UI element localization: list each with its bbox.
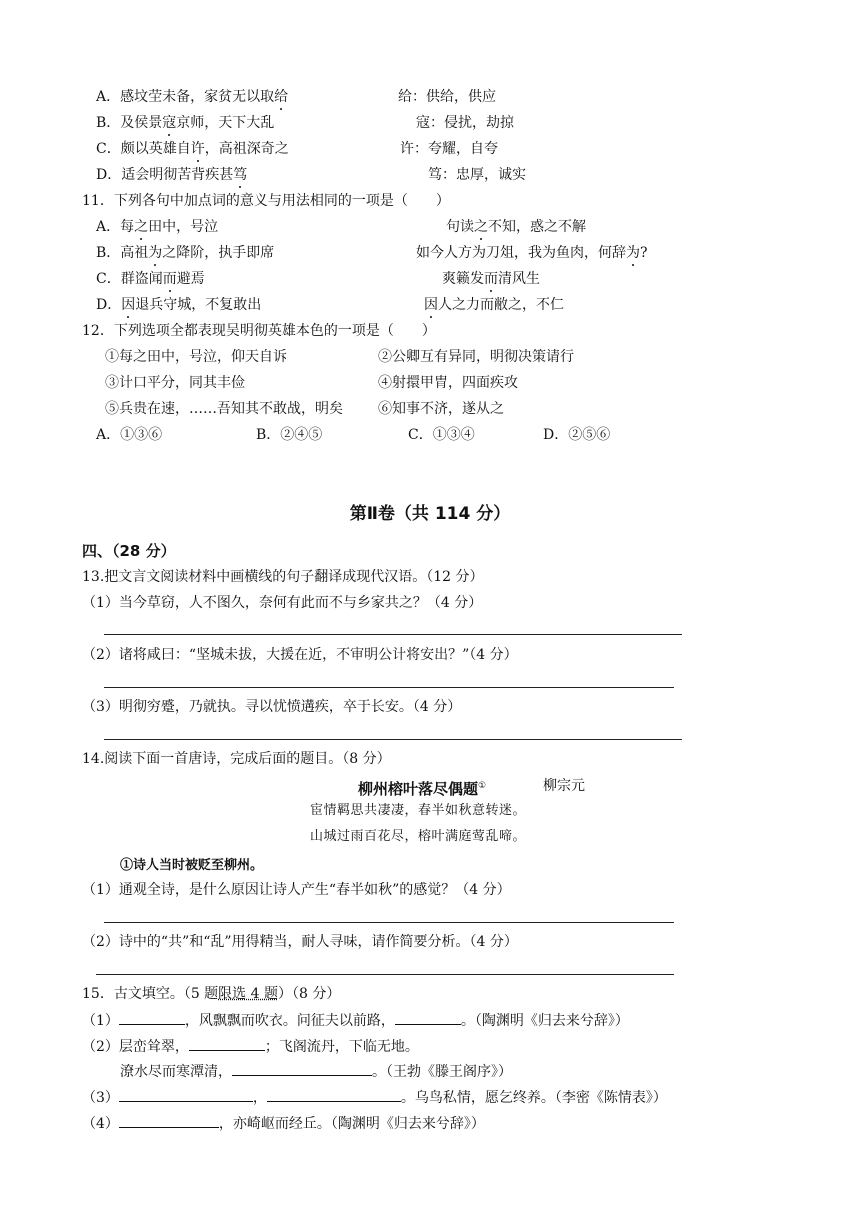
q10-option-a: A．感坟茔未备，家贫无以取给 bbox=[96, 89, 289, 105]
q15-line-2: （2）层峦耸翠， ；飞阁流丹，下临无地。 bbox=[82, 1036, 419, 1057]
emphasis-dot-char: 因 bbox=[424, 297, 438, 313]
fill-blank[interactable] bbox=[267, 1087, 401, 1102]
emphasis-dot-char: 而 bbox=[162, 271, 177, 287]
emphasis-phrase: 限选 4 题 bbox=[218, 986, 278, 1002]
q12-item: ④射擐甲胄，四面疾攻 bbox=[378, 375, 518, 391]
q14-sub-1: （1）通观全诗，是什么原因让诗人产生“春半如秋”的感觉？（4 分） bbox=[82, 882, 511, 898]
q15-line-4: （4） ，亦崎岖而经丘。（陶渊明《归去来兮辞》） bbox=[82, 1113, 485, 1134]
fill-blank[interactable] bbox=[232, 1061, 372, 1076]
q14-stem: 14.阅读下面一首唐诗，完成后面的题目。（8 分） bbox=[82, 751, 391, 767]
emphasis-dot-char: 因 bbox=[121, 297, 136, 313]
poem-line: 山城过雨百花尽，榕叶满庭莺乱啼。 bbox=[310, 829, 527, 844]
fill-blank[interactable] bbox=[189, 1036, 265, 1051]
q15-line-1: （1） ，风飘飘而吹衣。问征夫以前路， 。（陶渊明《归去来兮辞》） bbox=[82, 1010, 629, 1031]
q10-option-c: C．颇以英雄自许，高祖深奇之 bbox=[96, 141, 289, 157]
emphasis-dot-char: 许 bbox=[190, 141, 205, 157]
q15-line-3: （3） ， 。乌鸟私情，愿乞终养。（李密《陈情表》） bbox=[82, 1087, 667, 1108]
q12-item: ①每之田中，号泣，仰天自诉 bbox=[105, 349, 287, 365]
q11-option-b-left: B．高祖为之降阶，执手即席 bbox=[96, 245, 275, 261]
q15-stem: 15．古文填空。（5 题限选 4 题）（8 分） bbox=[82, 986, 341, 1002]
q10-gloss-c: 许：夸耀，自夸 bbox=[400, 141, 498, 157]
q11-option-d-right: 因人之力而敝之，不仁 bbox=[424, 297, 564, 313]
emphasis-dot-char: 为 bbox=[626, 245, 640, 261]
q12-choice-a: A．①③⑥ bbox=[96, 427, 163, 443]
q12-item: ③计口平分，同其丰俭 bbox=[105, 375, 245, 391]
q12-stem: 12．下列选项全都表现吴明彻英雄本色的一项是（ ） bbox=[82, 323, 436, 339]
q13-sub-2: （2）诸将咸曰：“坚城未拔，大援在近，不审明公计将安出？”（4 分） bbox=[82, 647, 518, 663]
q12-choice-d: D．②⑤⑥ bbox=[543, 427, 611, 443]
footnote-mark: ① bbox=[478, 781, 487, 791]
answer-line[interactable] bbox=[104, 687, 674, 688]
q15-line-2b: 潦水尽而寒潭清， 。（王勃《滕王阁序》） bbox=[120, 1061, 512, 1082]
q11-option-c-left: C．群盗闻而避焉 bbox=[96, 271, 205, 287]
poem-footnote: ①诗人当时被贬至柳州。 bbox=[120, 858, 264, 873]
poem-title: 柳州榕叶落尽偶题① bbox=[358, 780, 487, 798]
q10-gloss-b: 寇：侵扰，劫掠 bbox=[416, 115, 514, 131]
poem-author: 柳宗元 bbox=[543, 778, 585, 794]
answer-line[interactable] bbox=[104, 634, 682, 635]
q11-option-d-left: D．因退兵守城，不复敢出 bbox=[96, 297, 262, 313]
q11-option-a-left: A．每之田中，号泣 bbox=[96, 219, 219, 235]
q10-gloss-d: 笃：忠厚，诚实 bbox=[428, 167, 526, 183]
q12-item: ⑤兵贵在速，……吾知其不敢战，明矣 bbox=[105, 401, 343, 417]
q13-sub-3: （3）明彻穷蹙，乃就执。寻以忧愤遘疾，卒于长安。（4 分） bbox=[82, 699, 462, 715]
fill-blank[interactable] bbox=[119, 1113, 219, 1128]
q11-option-b-right: 如今人方为刀俎，我为鱼肉，何辞为? bbox=[416, 245, 648, 261]
q12-choice-b: B．②④⑤ bbox=[256, 427, 323, 443]
fill-blank[interactable] bbox=[395, 1010, 461, 1025]
q11-option-a-right: 句读之不知，惑之不解 bbox=[446, 219, 586, 235]
q13-sub-1: （1）当今草窃，人不图久，奈何有此而不与乡家共之？（4 分） bbox=[82, 595, 483, 611]
q10-option-d: D．适会明彻苦背疾甚笃 bbox=[96, 167, 248, 183]
part-2-title: 第Ⅱ卷（共 114 分） bbox=[349, 504, 511, 524]
q12-item: ②公卿互有异同，明彻决策请行 bbox=[378, 349, 574, 365]
q11-option-c-right: 爽籁发而清风生 bbox=[442, 271, 540, 287]
fill-blank[interactable] bbox=[119, 1010, 185, 1025]
emphasis-dot-char: 笃 bbox=[233, 167, 248, 183]
q14-sub-2: （2）诗中的“共”和“乱”用得精当，耐人寻味，请作简要分析。（4 分） bbox=[82, 934, 518, 950]
q12-choice-c: C．①③④ bbox=[408, 427, 475, 443]
emphasis-dot-char: 为 bbox=[148, 245, 163, 261]
answer-line[interactable] bbox=[96, 974, 674, 975]
fill-blank[interactable] bbox=[119, 1087, 253, 1102]
poem-line: 宦情羁思共凄凄，春半如秋意转迷。 bbox=[310, 803, 527, 818]
q11-stem: 11．下列各句中加点词的意义与用法相同的一项是（ ） bbox=[82, 193, 450, 209]
emphasis-dot-char: 之 bbox=[474, 219, 488, 235]
emphasis-dot-char: 之 bbox=[134, 219, 149, 235]
answer-line[interactable] bbox=[104, 922, 674, 923]
emphasis-dot-char: 而 bbox=[484, 271, 498, 287]
q13-stem: 13.把文言文阅读材料中画横线的句子翻译成现代汉语。（12 分） bbox=[82, 569, 484, 585]
q12-item: ⑥知事不济，遂从之 bbox=[378, 401, 504, 417]
emphasis-dot-char: 给 bbox=[274, 89, 289, 105]
q10-gloss-a: 给：供给，供应 bbox=[398, 89, 496, 105]
q10-option-b: B．及侯景寇京师，天下大乱 bbox=[96, 115, 275, 131]
answer-line[interactable] bbox=[104, 739, 682, 740]
emphasis-dot-char: 寇 bbox=[162, 115, 177, 131]
section-4-title: 四、（28 分） bbox=[82, 542, 176, 560]
